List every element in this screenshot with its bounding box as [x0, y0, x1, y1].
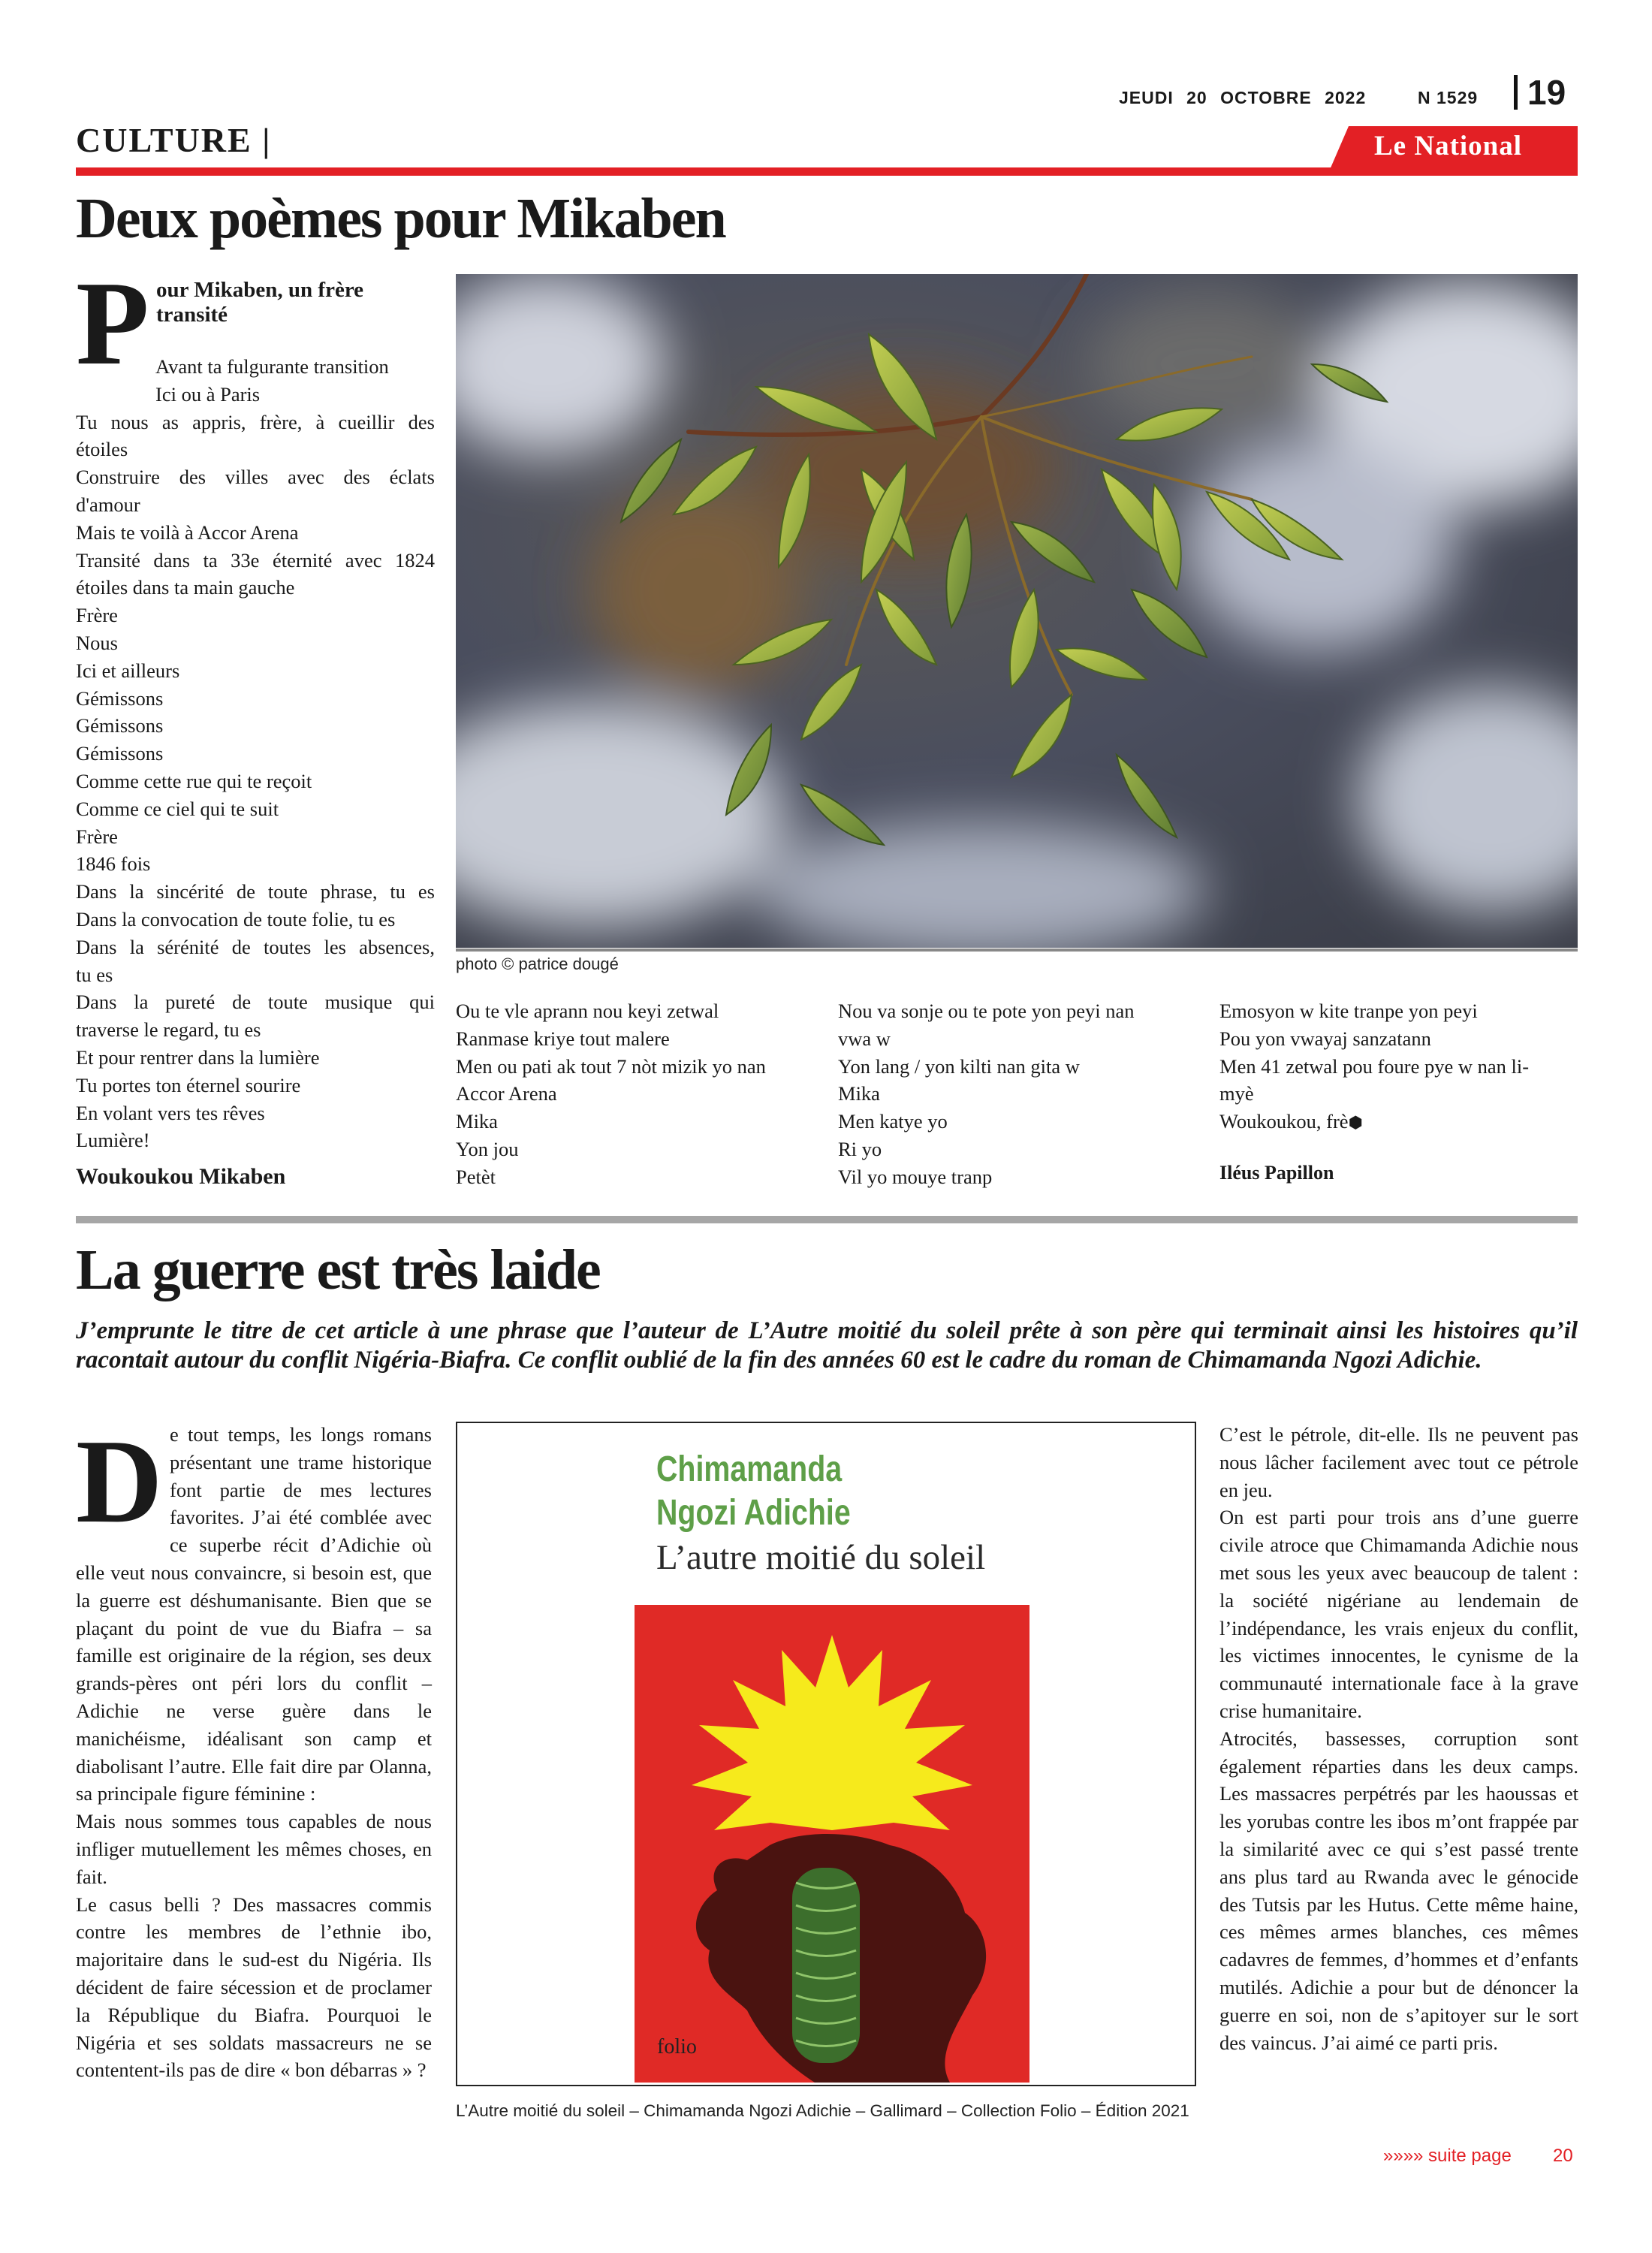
poem2-line: Woukoukou, frè⬢: [1219, 1110, 1363, 1133]
poem1-line: tu es: [76, 963, 113, 986]
poem2-line: Men ou pati ak tout 7 nòt mizik yo nan: [456, 1054, 766, 1078]
poem2-line: Mika: [456, 1110, 498, 1133]
poem2-line: Men katye yo: [838, 1110, 948, 1133]
photo-rule: [456, 949, 1578, 952]
poem2-line: Pou yon vwayaj sanzatann: [1219, 1027, 1431, 1050]
poem2-author: Iléus Papillon: [1219, 1162, 1334, 1184]
drop-cap-space: [76, 1414, 170, 1556]
book-caption: L’Autre moitié du soleil – Chimamanda Ngozi Adichie – Gallimard – Collection Folio – Édition 2021: [456, 2101, 1189, 2120]
poem1-line: Frère: [76, 604, 118, 627]
poem1-line: d'amour: [76, 493, 140, 516]
poem1-line: Transité dans ta 33e éternité avec 1824: [76, 548, 435, 572]
poem1-line: Comme ce ciel qui te suit: [76, 797, 279, 820]
article-col3-paragraph: On est parti pour trois ans d’une guerre civile atroce que Chimamanda Adichie nous met sous les yeux avec beaucoup de talent : la société nigériane au lendemain de l’indépendance, les vrais enjeux du conflit, les victimes innocentes, le cynisme de la communauté internationale face à la grave crise humanitaire.: [1219, 1506, 1578, 1722]
poem1-line: étoiles dans ta main gauche: [76, 576, 295, 599]
article-title-poems: Deux poèmes pour Mikaben: [76, 187, 725, 250]
poem1-line: Ici et ailleurs: [76, 659, 180, 682]
issue-date: JEUDI 20 OCTOBRE 2022: [1119, 88, 1367, 107]
poem1-line: Mais te voilà à Accor Arena: [76, 520, 299, 544]
poem2-line: Yon lang / yon kilti nan gita w: [838, 1054, 1080, 1078]
poem1-line: Dans la pureté de toute musique qui: [76, 991, 435, 1014]
poem1-line: Tu portes ton éternel sourire: [76, 1073, 301, 1096]
poem2-line: Nou va sonje ou te pote yon peyi nan: [838, 1000, 1135, 1022]
end-mark-icon: ⬢: [1348, 1113, 1363, 1133]
poem2-line: Yon jou: [456, 1137, 519, 1160]
drop-cap-p: P: [76, 256, 149, 390]
poem2-line: Emosyon w kite tranpe yon peyi: [1219, 1000, 1478, 1022]
poem1-line: 1846 fois: [76, 852, 151, 876]
book-author-line1: Chimamanda: [656, 1449, 843, 1489]
continued-label: »»»» suite page: [1383, 2146, 1512, 2166]
poem2-line: Ri yo: [838, 1137, 882, 1160]
newspaper-brand: Le National: [1374, 131, 1523, 161]
article-col1-paragraph: e tout temps, les longs romans présentant une trame historique font partie de mes lectures favorites. J’ai été comblée avec ce superbe récit d’Adichie où elle veut nous convaincre, si besoin est, que la guerre est déshumanisante. Bien que se plaçant du point de vue du Biafra – sa famille est originaire de la région, ses deux grands-pères ont péri lors du conflit – Adichie ne verse guère dans le manichéisme, idéalisant son camp et diabolisant l’autre. Elle fait dire par Olanna, sa principale figure féminine :: [76, 1423, 432, 1805]
drop-cap-d: D: [76, 1414, 163, 1548]
poem1-line: Nous: [76, 631, 118, 654]
poem1-line: Dans la convocation de toute folie, tu es: [76, 907, 396, 930]
book-author-line2: Ngozi Adichie: [656, 1493, 851, 1533]
poem2-line: Petèt: [456, 1165, 496, 1188]
leaves-illustration: [456, 274, 1578, 948]
poem2-column-3: [1219, 997, 1578, 1137]
article-lead: J’emprunte le titre de cet article à une phrase que l’auteur de L’Autre moitié du soleil prête à son père qui terminait ainsi les histoires qu’il racontait autour du conflit Nigéria-Biafra. Ce conflit oublié de la fin des années 60 est le cadre du roman de Chimamanda Ngozi Adichie.: [76, 1317, 1578, 1374]
poem1-line: Tu nous as appris, frère, à cueillir des: [76, 410, 435, 433]
book-cover-frame: [456, 1422, 1196, 2086]
poem1-author: Woukoukou Mikaben: [76, 1164, 286, 1189]
section-divider: [76, 1216, 1578, 1223]
poem1-line: Dans la sérénité de toutes les absences,: [76, 935, 435, 958]
article-column-1: [76, 1414, 432, 2084]
poem1-line: traverse le regard, tu es: [76, 1018, 261, 1042]
poem1-line: Gémissons: [76, 742, 164, 765]
continued-page: 20: [1553, 2146, 1573, 2166]
poem2-line: vwa w: [838, 1027, 891, 1050]
poem1-line: Frère: [76, 825, 118, 848]
article-column-3: [1219, 1421, 1578, 2056]
poem1-line: Gémissons: [76, 686, 164, 710]
poem1-text: [76, 353, 435, 1154]
poem1-line: étoiles: [76, 438, 128, 461]
poem2-column-1: [456, 997, 815, 1191]
poem1-line: Lumière!: [76, 1129, 150, 1152]
poem1-line: Construire des villes avec des éclats: [76, 466, 435, 489]
poem2-line: Ranmase kriye tout malere: [456, 1027, 670, 1050]
poem1-line: Gémissons: [76, 714, 164, 737]
poem2-line: Vil yo mouye tranp: [838, 1165, 993, 1188]
poem1-line: Dans la sincérité de toute phrase, tu es: [76, 880, 435, 903]
book-imprint: folio: [657, 2035, 697, 2058]
page-number: 19: [1527, 73, 1566, 112]
issue-number: N 1529: [1418, 88, 1479, 107]
poem1-line: Avant ta fulgurante transition: [155, 355, 389, 378]
poem1-line: En volant vers tes rêves: [76, 1101, 265, 1124]
poem1-title: our Mikaben, un frère transité: [156, 278, 364, 327]
poem1-line: Comme cette rue qui te reçoit: [76, 769, 312, 792]
article-col3-paragraph: Atrocités, bassesses, corruption sont également réparties dans les deux camps. Les massacres perpétrés par les haoussas et les yorubas contre les ibos m’ont frappée par la similarité avec ce qui s’est passé trente ans plus tard au Rwanda avec le génocide des Tutsis par les Hutus. Cette même haine, ces mêmes armes blanches, ces mêmes cadavres de femmes, d’hommes et d’enfants mutilés. Adichie a pour but de dénoncer la guerre en soi, non de s’apitoyer sur le sort des vaincus. J’ai aimé ce parti pris.: [1219, 1727, 1578, 2054]
poem2-line: Ou te vle aprann nou keyi zetwal: [456, 1000, 719, 1022]
section-label: CULTURE |: [76, 121, 272, 159]
book-cover-art: [635, 1605, 1029, 2083]
poem2-column-2: [838, 997, 1197, 1191]
article-col1-paragraph: Le casus belli ? Des massacres commis contre les membres de l’ethnie ibo, majoritaire dans le sud-est du Nigéria. Ils décident de faire sécession et de proclamer la République du Biafra. Pourquoi le Nigéria et ses soldats massacreurs ne se contentent-ils pas de dire « bon débarras » ?: [76, 1893, 432, 2082]
article-col3-paragraph: C’est le pétrole, dit-elle. Ils ne peuvent pas nous lâcher facilement avec tout ce pétrole en jeu.: [1219, 1423, 1578, 1501]
header-divider: [1514, 75, 1518, 110]
book-title: L’autre moitié du soleil: [656, 1538, 986, 1577]
poem2-line: Men 41 zetwal pou foure pye w nan li-: [1219, 1054, 1530, 1078]
poem2-line: Accor Arena: [456, 1082, 557, 1105]
photo-credit: photo © patrice dougé: [456, 955, 619, 973]
poem1-line: Ici ou à Paris: [155, 382, 261, 406]
article-title-war: La guerre est très laide: [76, 1238, 600, 1301]
leaves-photo: [456, 274, 1578, 948]
poem2-line: myè: [1219, 1082, 1254, 1105]
article-col1-paragraph: Mais nous sommes tous capables de nous infliger mutuellement les mêmes choses, en fait.: [76, 1810, 432, 1888]
poem1-line: Et pour rentrer dans la lumière: [76, 1045, 320, 1069]
poem2-line: Mika: [838, 1082, 880, 1105]
